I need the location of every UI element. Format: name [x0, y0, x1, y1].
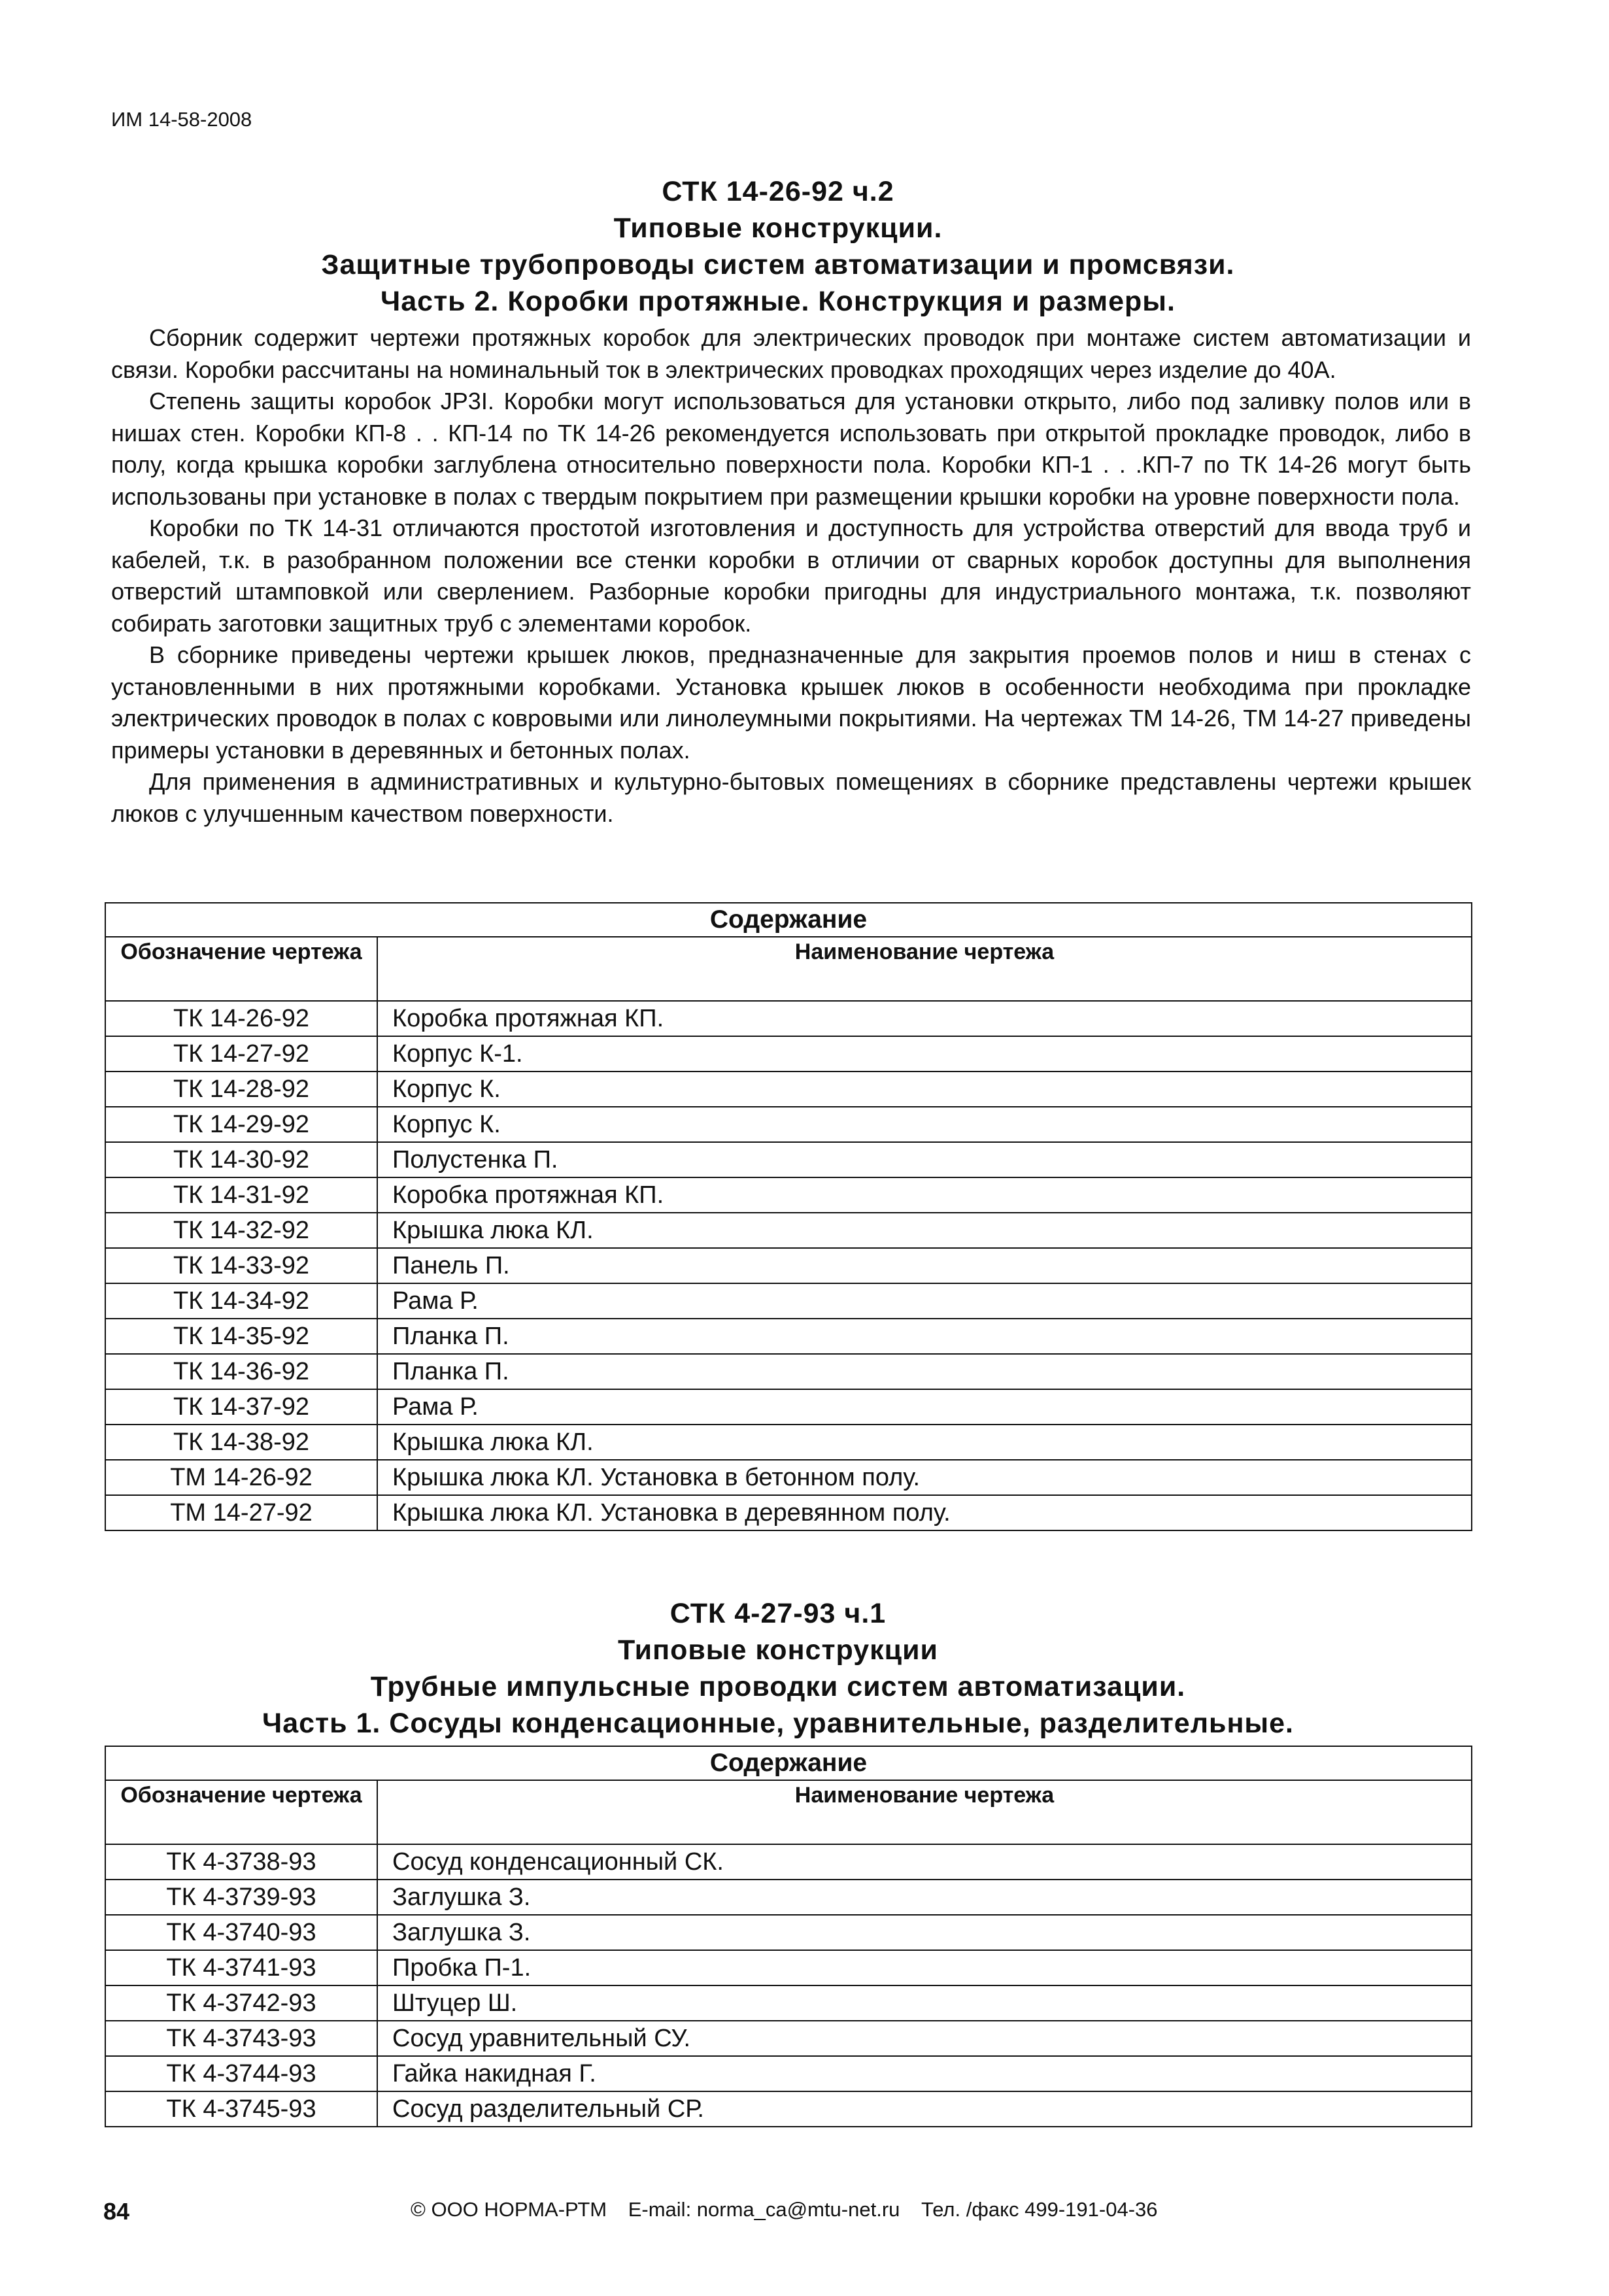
paragraph: В сборнике приведены чертежи крышек люков, предназначенные для закрытия проемов полов и ниш в стенах с установленными в них протяжными коробками. Установка крышек люков в особенности необходима при прокладке электрических проводок в полах с ковровыми или линолеумными покрытиями. На чертежах ТМ 14-26, ТМ 14-27 приведены примеры установки в деревянных и бетонных полах. [111, 641, 1471, 764]
drawing-name: Заглушка З. [377, 1915, 1472, 1950]
title-line: Типовые конструкции. [613, 212, 943, 244]
table-row [105, 1142, 1472, 1177]
table-row [105, 1213, 1472, 1248]
drawing-name: Сосуд уравнительный СУ. [377, 2021, 1472, 2056]
page-number: 84 [103, 2198, 130, 2225]
table-row [105, 2091, 1472, 2127]
drawing-code: ТК 4-3743-93 [105, 2021, 377, 2056]
title-line: Трубные импульсные проводки систем автоматизации. [370, 1671, 1186, 1702]
drawing-code: ТК 14-38-92 [105, 1425, 377, 1460]
drawing-name: Панель П. [377, 1248, 1472, 1283]
copyright: © ООО НОРМА-РТМ [411, 2198, 607, 2221]
table-row [105, 1248, 1472, 1283]
title-line: СТК 4-27-93 ч.1 [669, 1598, 887, 1629]
drawing-code: ТК 14-33-92 [105, 1248, 377, 1283]
drawing-code: ТК 4-3740-93 [105, 1915, 377, 1950]
drawing-code: ТК 4-3738-93 [105, 1844, 377, 1880]
drawing-code: ТК 14-37-92 [105, 1389, 377, 1425]
table-caption: Содержание [105, 903, 1472, 937]
drawing-name: Заглушка З. [377, 1880, 1472, 1915]
table-row [105, 1354, 1472, 1389]
drawing-name: Крышка люка КЛ. Установка в бетонном полу. [377, 1460, 1472, 1495]
table-caption: Содержание [105, 1746, 1472, 1780]
drawing-name: Корпус К. [377, 1072, 1472, 1107]
drawing-code: ТК 4-3739-93 [105, 1880, 377, 1915]
table-row [105, 1319, 1472, 1354]
table-row [105, 1036, 1472, 1072]
drawing-name: Пробка П-1. [377, 1950, 1472, 1985]
drawing-code: ТК 14-35-92 [105, 1319, 377, 1354]
drawing-name: Корпус К. [377, 1107, 1472, 1142]
table-row [105, 1001, 1472, 1036]
paragraph: Коробки по ТК 14-31 отличаются простотой изготовления и доступность для устройства отверстий для ввода труб и кабелей, т.к. в разобранном положении все стенки коробки в отличии от сварных коробок доступны для выполнения отверстий штамповкой или сверлением. Разборные коробки пригодны для индустриального монтажа, т.к. позволяют собирать заготовки защитных труб с элементами коробок. [111, 515, 1471, 637]
drawing-code: ТК 4-3745-93 [105, 2091, 377, 2127]
column-header-code: Обозначение чертежа [105, 1780, 377, 1844]
drawing-code: ТМ 14-27-92 [105, 1495, 377, 1530]
drawing-code: ТМ 14-26-92 [105, 1460, 377, 1495]
table-row [105, 1985, 1472, 2021]
section-2-title [98, 1595, 1458, 1742]
drawing-name: Крышка люка КЛ. [377, 1425, 1472, 1460]
paragraph: Сборник содержит чертежи протяжных коробок для электрических проводок при монтаже систем автоматизации и связи. Коробки рассчитаны на номинальный ток в электрических проводках проходящих через изделие до 40А. [111, 324, 1471, 383]
drawing-name: Штуцер Ш. [377, 1985, 1472, 2021]
section-1-description [111, 322, 1471, 830]
drawing-name: Планка П. [377, 1354, 1472, 1389]
table-row [105, 1425, 1472, 1460]
drawing-name: Планка П. [377, 1319, 1472, 1354]
contents-table-1 [105, 902, 1472, 1531]
table-row [105, 1283, 1472, 1319]
drawing-name: Коробка протяжная КП. [377, 1177, 1472, 1213]
drawing-code: ТК 4-3744-93 [105, 2056, 377, 2091]
drawing-code: ТК 14-34-92 [105, 1283, 377, 1319]
publisher-info [411, 2198, 1174, 2221]
drawing-code: ТК 14-26-92 [105, 1001, 377, 1036]
drawing-name: Сосуд конденсационный СК. [377, 1844, 1472, 1880]
section-1-title [98, 173, 1458, 320]
paragraph: Степень защиты коробок JP3I. Коробки могут использоваться для установки открыто, либо под заливку полов или в нишах стен. Коробки КП-8 . . КП-14 по ТК 14-26 рекомендуется использовать при открытой прокладке проводок, либо в полу, когда крышка коробки заглублена относительно поверхности пола. Коробки КП-1 . . .КП-7 по ТК 14-26 могут быть использованы при установке в полах с твердым покрытием при размещении крышки коробки на уровне поверхности пола. [111, 388, 1471, 510]
table-body [105, 1001, 1472, 1530]
drawing-name: Гайка накидная Г. [377, 2056, 1472, 2091]
contents-table-2 [105, 1746, 1472, 2127]
drawing-name: Полустенка П. [377, 1142, 1472, 1177]
drawing-code: ТК 14-28-92 [105, 1072, 377, 1107]
title-line: Часть 2. Коробки протяжные. Конструкция и размеры. [381, 286, 1176, 317]
drawing-code: ТК 4-3742-93 [105, 1985, 377, 2021]
drawing-name: Коробка протяжная КП. [377, 1001, 1472, 1036]
table-row [105, 1844, 1472, 1880]
drawing-name: Крышка люка КЛ. Установка в деревянном полу. [377, 1495, 1472, 1530]
drawing-code: ТК 14-31-92 [105, 1177, 377, 1213]
title-line: Защитные трубопроводы систем автоматизации и промсвязи. [321, 249, 1235, 280]
drawing-name: Рама Р. [377, 1389, 1472, 1425]
table-row [105, 1389, 1472, 1425]
title-line: Часть 1. Сосуды конденсационные, уравнительные, разделительные. [262, 1708, 1294, 1739]
table-row [105, 1072, 1472, 1107]
table-row [105, 1177, 1472, 1213]
drawing-code: ТК 14-27-92 [105, 1036, 377, 1072]
column-header-code: Обозначение чертежа [105, 937, 377, 1001]
table-row [105, 1460, 1472, 1495]
phone: Тел. /факс 499-191-04-36 [921, 2198, 1158, 2221]
column-header-name: Наименование чертежа [377, 937, 1472, 1001]
drawing-code: ТК 14-29-92 [105, 1107, 377, 1142]
table-row [105, 1495, 1472, 1530]
drawing-code: ТК 14-36-92 [105, 1354, 377, 1389]
table-row [105, 2021, 1472, 2056]
table-row [105, 1915, 1472, 1950]
title-line: СТК 14-26-92 ч.2 [662, 176, 894, 207]
table-body [105, 1844, 1472, 2127]
table-row [105, 1950, 1472, 1985]
drawing-code: ТК 4-3741-93 [105, 1950, 377, 1985]
drawing-name: Крышка люка КЛ. [377, 1213, 1472, 1248]
document-code: ИМ 14-58-2008 [111, 108, 252, 131]
paragraph: Для применения в административных и культурно-бытовых помещениях в сборнике представлены чертежи крышек люков с улучшенным качеством поверхности. [111, 768, 1471, 827]
table-row [105, 1880, 1472, 1915]
table-row [105, 1107, 1472, 1142]
drawing-code: ТК 14-30-92 [105, 1142, 377, 1177]
drawing-name: Корпус К-1. [377, 1036, 1472, 1072]
drawing-name: Сосуд разделительный СР. [377, 2091, 1472, 2127]
table-row [105, 2056, 1472, 2091]
drawing-code: ТК 14-32-92 [105, 1213, 377, 1248]
email: E-mail: norma_ca@mtu-net.ru [628, 2198, 900, 2221]
column-header-name: Наименование чертежа [377, 1780, 1472, 1844]
title-line: Типовые конструкции [618, 1634, 938, 1666]
drawing-name: Рама Р. [377, 1283, 1472, 1319]
